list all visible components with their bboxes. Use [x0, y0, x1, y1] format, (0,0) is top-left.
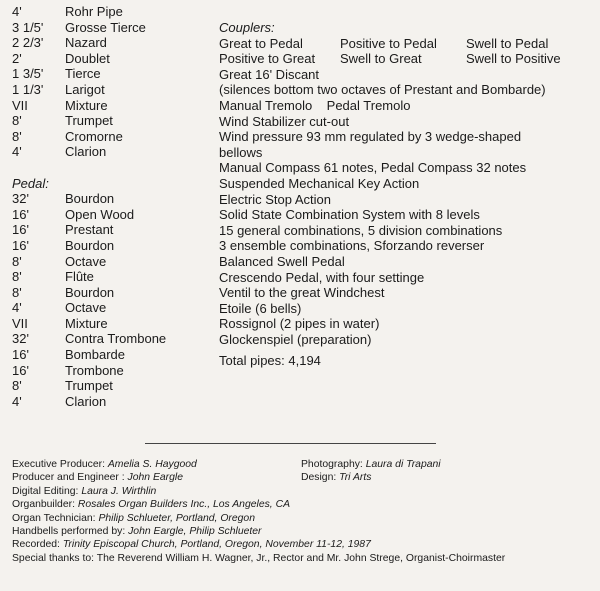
- feature-line: Great 16' Discant: [219, 66, 320, 82]
- stop-name: Bourdon: [65, 284, 115, 300]
- couplers-heading: Couplers:: [219, 20, 275, 35]
- stop-row: [12, 129, 212, 145]
- feature-line: Electric Stop Action: [219, 191, 331, 207]
- feature-line: Wind Stabilizer cut-out: [219, 113, 350, 129]
- stop-name: Octave: [65, 300, 107, 316]
- stop-pitch: 8': [12, 253, 22, 269]
- stop-name: Nazard: [65, 35, 107, 51]
- feature-line: Ventil to the great Windchest: [219, 285, 385, 301]
- stop-pitch: VII: [12, 97, 28, 113]
- stop-name: Tierce: [65, 66, 101, 82]
- stop-name: Trombone: [65, 362, 124, 378]
- stop-pitch: 4': [12, 4, 22, 19]
- tech-value: Philip Schlueter, Portland, Oregon: [98, 512, 255, 524]
- edit-value: Laura J. Wirthlin: [81, 485, 157, 497]
- feature-line: Etoile (6 bells): [219, 300, 302, 316]
- stop-pitch: 16': [12, 206, 29, 222]
- feature-line: Glockenspiel (preparation): [219, 331, 372, 347]
- stoplist-column: [12, 4, 212, 409]
- prod-value: John Eargle: [127, 472, 183, 484]
- stop-row: [12, 82, 212, 98]
- stop-row: [12, 98, 212, 114]
- stop-pitch: 2': [12, 50, 22, 66]
- total-pipes: Total pipes: 4,194: [219, 353, 321, 369]
- coupler-swell-to-positive: Swell to Positive: [466, 51, 561, 67]
- stop-row: [12, 35, 212, 51]
- thanks-value: The Reverend William H. Wagner, Jr., Rector and Mr. John Strege, Organist-Choirmaster: [96, 552, 506, 564]
- design-credit: [301, 471, 371, 484]
- feature-line: 15 general combinations, 5 division combinations: [219, 222, 503, 238]
- stop-name: Octave: [65, 253, 107, 269]
- stop-pitch: 1 3/5': [12, 66, 44, 82]
- prod-label: Producer and Engineer :: [12, 472, 125, 484]
- credit-thanks-row: [12, 552, 592, 565]
- feature-line: Manual Compass 61 notes, Pedal Compass 32 notes: [219, 160, 527, 176]
- couplers-row-2: [219, 51, 594, 67]
- stop-name: Prestant: [65, 222, 114, 238]
- hand-label: Handbells performed by:: [12, 525, 126, 537]
- credit-producer-row: [12, 471, 592, 484]
- stop-name: Bourdon: [65, 191, 115, 207]
- stop-name: Mixture: [65, 315, 108, 331]
- stop-row: [12, 144, 212, 160]
- credit-exec-row: [12, 458, 592, 471]
- stop-name: Bombarde: [65, 347, 125, 363]
- stop-row: [12, 222, 212, 238]
- features-list: [219, 67, 594, 348]
- stop-row: [12, 51, 212, 67]
- couplers-row-1: [219, 36, 594, 52]
- stop-name: Cromorne: [65, 128, 123, 144]
- photo-value: Laura di Trapani: [365, 459, 441, 470]
- couplers-column: [219, 20, 594, 369]
- stop-row: [12, 394, 212, 410]
- builder-value: Rosales Organ Builders Inc., Los Angeles, CA: [77, 499, 291, 511]
- feature-line: Manual Tremolo Pedal Tremolo: [219, 97, 411, 113]
- stop-pitch: 16': [12, 347, 29, 363]
- stop-pitch: 32': [12, 191, 29, 207]
- stop-name: Clarion: [65, 393, 107, 409]
- stop-row: [12, 331, 212, 347]
- feature-line: Rossignol (2 pipes in water): [219, 316, 380, 332]
- stop-name: Mixture: [65, 97, 108, 113]
- coupler-great-to-pedal: Great to Pedal: [219, 35, 303, 51]
- stop-name: Clarion: [65, 144, 107, 160]
- coupler-swell-to-pedal: Swell to Pedal: [466, 35, 549, 51]
- hand-value: John Eargle, Philip Schlueter: [128, 525, 262, 537]
- exec-label: Executive Producer:: [12, 459, 105, 470]
- stop-pitch: 8': [12, 378, 22, 394]
- stop-name: Trumpet: [65, 113, 113, 129]
- stop-pitch: 8': [12, 269, 22, 285]
- feature-line: Solid State Combination System with 8 levels: [219, 207, 480, 223]
- stop-name: Trumpet: [65, 378, 113, 394]
- credits-block: [12, 458, 592, 565]
- stop-row: [12, 378, 212, 394]
- stop-row: [12, 207, 212, 223]
- stop-row: [12, 300, 212, 316]
- feature-line: bellows: [219, 144, 263, 160]
- stop-name: Contra Trombone: [65, 331, 167, 347]
- stop-pitch: VII: [12, 315, 28, 331]
- stop-name: Larigot: [65, 81, 105, 97]
- feature-line: Suspended Mechanical Key Action: [219, 175, 420, 191]
- divider-rule: [145, 443, 436, 444]
- coupler-swell-to-great: Swell to Great: [340, 51, 422, 67]
- credit-editing-row: [12, 485, 592, 498]
- feature-line: Balanced Swell Pedal: [219, 253, 345, 269]
- edit-label: Digital Editing:: [12, 485, 79, 497]
- feature-line: Wind pressure 93 mm regulated by 3 wedge-shaped: [219, 129, 522, 145]
- stop-row: [12, 238, 212, 254]
- coupler-positive-to-pedal: Positive to Pedal: [340, 35, 437, 51]
- thanks-label: Special thanks to:: [12, 552, 95, 564]
- pedal-stop-list: [12, 191, 212, 409]
- stop-name: Grosse Tierce: [65, 19, 146, 35]
- stop-pitch: 32': [12, 331, 29, 347]
- stop-pitch: 8': [12, 113, 22, 129]
- stop-name: Rohr Pipe: [65, 4, 123, 19]
- tech-label: Organ Technician:: [12, 512, 96, 524]
- stop-name: Flûte: [65, 269, 94, 285]
- feature-line: 3 ensemble combinations, Sforzando reverser: [219, 238, 485, 254]
- feature-line: (silences bottom two octaves of Prestant and Bombarde): [219, 82, 546, 98]
- stop-row: [12, 191, 212, 207]
- stop-pitch: 2 2/3': [12, 35, 44, 51]
- stop-name: Doublet: [65, 50, 110, 66]
- coupler-positive-to-great: Positive to Great: [219, 51, 316, 67]
- photo-credit: [301, 458, 441, 471]
- credit-handbells-row: [12, 525, 592, 538]
- credit-recorded-row: [12, 538, 592, 551]
- credit-builder-row: [12, 498, 592, 511]
- stop-pitch: 16': [12, 362, 29, 378]
- pedal-heading: Pedal:: [12, 175, 49, 191]
- stop-row: [12, 316, 212, 332]
- stop-row: [12, 254, 212, 270]
- exec-value: Amelia S. Haygood: [107, 459, 197, 470]
- stop-name: Open Wood: [65, 206, 135, 222]
- design-label: Design:: [301, 472, 337, 484]
- stop-pitch: 8': [12, 128, 22, 144]
- stop-row: [12, 347, 212, 363]
- stop-row: [12, 113, 212, 129]
- rec-label: Recorded:: [12, 539, 60, 551]
- stop-row: [12, 363, 212, 379]
- stop-pitch: 1 1/3': [12, 81, 44, 97]
- stop-pitch: 3 1/5': [12, 19, 44, 35]
- stop-row: [12, 20, 212, 36]
- stop-row: [12, 285, 212, 301]
- stop-pitch: 16': [12, 222, 29, 238]
- stop-name: Bourdon: [65, 237, 115, 253]
- stop-row: [12, 4, 212, 20]
- feature-line: Crescendo Pedal, with four settinge: [219, 269, 425, 285]
- manual-stop-list: [12, 4, 212, 160]
- photo-label: Photography:: [301, 459, 363, 470]
- builder-label: Organbuilder:: [12, 499, 75, 511]
- stop-pitch: 16': [12, 237, 29, 253]
- credit-technician-row: [12, 512, 592, 525]
- stop-pitch: 4': [12, 300, 22, 316]
- stop-row: [12, 66, 212, 82]
- stop-pitch: 4': [12, 393, 22, 409]
- stop-row: [12, 269, 212, 285]
- stop-pitch: 4': [12, 144, 22, 160]
- design-value: Tri Arts: [339, 472, 372, 484]
- rec-value: Trinity Episcopal Church, Portland, Oregon, November 11-12, 1987: [62, 539, 371, 551]
- stop-pitch: 8': [12, 284, 22, 300]
